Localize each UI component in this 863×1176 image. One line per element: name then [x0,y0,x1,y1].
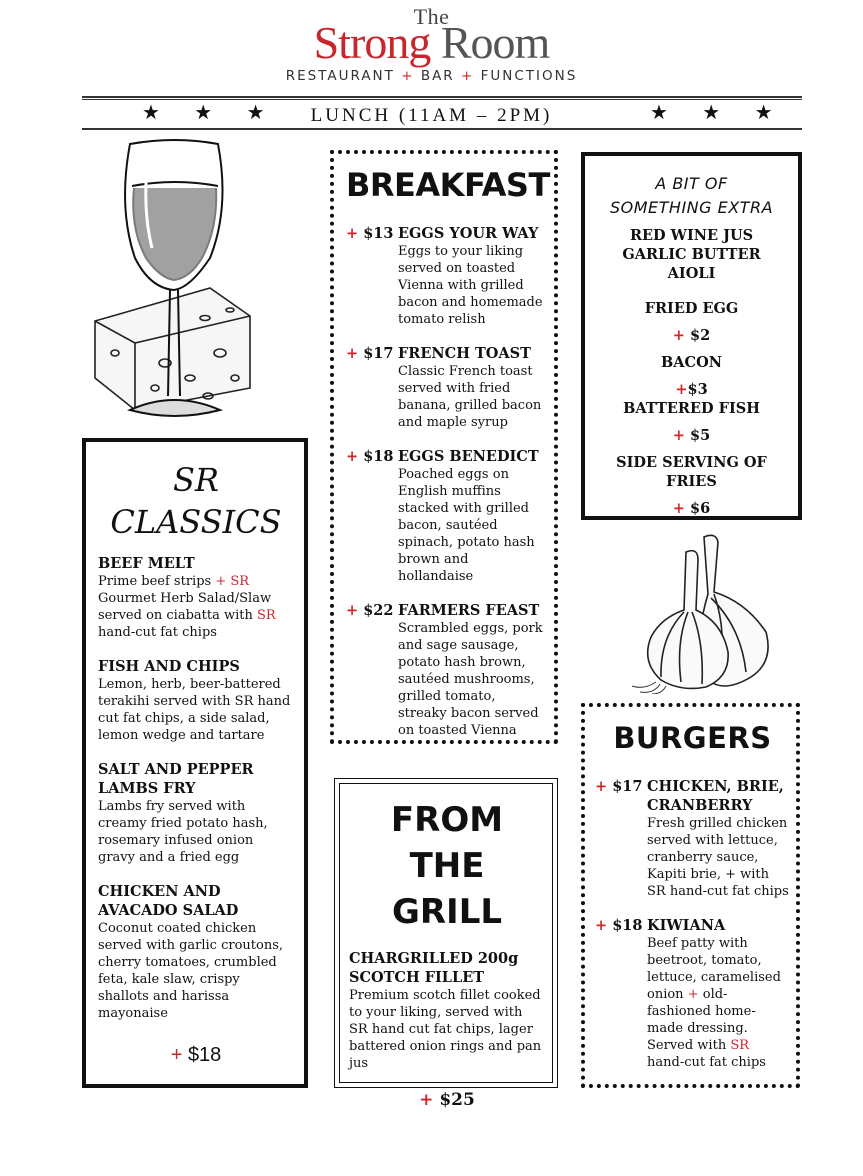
extras-item-price: + $2 [672,327,711,344]
extras-section [581,152,802,520]
logo-strong: Strong [313,17,431,68]
item-name: CHICKEN AND AVACADO SALAD [98,883,239,919]
garlic-illustration [626,532,776,694]
extras-item-price: + $6 [672,500,711,517]
item-name: EGGS BENEDICT [398,448,539,465]
burgers-title: BURGERS [613,721,772,755]
burgers-section [581,703,800,1088]
extras-sauce: GARLIC BUTTER [622,246,761,263]
menu-item [346,447,546,585]
extras-item-name: BATTERED FISH [623,400,760,417]
item-desc: Prime beef strips + SR Gourmet Herb Salad/Slaw served on ciabatta with SR hand-cut fat chips [98,574,276,640]
extras-item-name: FRIED EGG [644,300,739,317]
extras-sauce: RED WINE JUS [629,227,754,244]
extras-title-1: A BIT OF [655,174,728,193]
grill-section [334,778,558,1110]
extras-item-name: BACON [661,354,722,371]
menu-item [346,601,546,739]
item-price: + $22 [346,602,394,619]
extras-sauce: AIOLI [667,265,716,282]
tag-plus: + [401,68,415,84]
menu-item [595,777,790,900]
item-name: EGGS YOUR WAY [398,225,539,242]
grill-title-1: FROM THE [390,800,504,886]
classics-title-2: CLASSICS [110,503,282,541]
extras-item-price: +$3 [675,381,708,398]
item-desc: Premium scotch fillet cooked to your liking, served with SR hand cut fat chips, lager battered onion rings and pan jus [349,988,542,1071]
wine-glass-illustration [90,138,260,434]
classics-section [82,438,308,1088]
item-price: + $17 [595,778,643,795]
cheese-illustration [95,288,250,410]
extras-item-name: SIDE SERVING OF FRIES [616,454,767,490]
item-price: + $18 [595,917,643,934]
item-name: FISH AND CHIPS [98,658,240,675]
logo-room: Room [440,17,550,68]
classics-price: + $18 [170,1044,222,1066]
tag-restaurant: RESTAURANT [285,68,395,84]
logo-the: The [413,4,450,29]
breakfast-title: BREAKFAST [346,166,550,204]
item-name: CHARGRILLED 200g SCOTCH FILLET [349,950,519,986]
menu-item [346,344,546,431]
logo-tagline [0,68,863,84]
item-desc: Fresh grilled chicken served with lettuce, cranberry sauce, Kapiti brie, + with SR hand-cut fat chips [647,816,789,899]
item-name: KIWIANA [647,917,726,934]
menu-item-kiwiana [595,916,790,1071]
star-icon: ★ ★ ★ [142,100,279,124]
menu-item [98,760,294,866]
breakfast-section [330,150,558,744]
item-desc: Poached eggs on English muffins stacked with grilled bacon, sautéed spinach, potato hash brown and hollandaise [398,467,535,584]
item-desc: Classic French toast served with fried banana, grilled bacon and maple syrup [398,364,542,430]
grill-price: + $25 [419,1090,475,1110]
menu-item [98,657,294,744]
logo-wordmark [0,18,863,68]
menu-item-beef-melt [98,554,294,641]
item-name: SALT AND PEPPER LAMBS FRY [98,761,254,797]
item-price: + $17 [346,345,394,362]
item-desc: Beef patty with beetroot, tomato, lettuce, caramelised onion + old-fashioned home-made dressing. Served with SR hand-cut fat chips [647,936,781,1070]
item-name: FARMERS FEAST [398,602,540,619]
banner-bottom-rule [82,128,802,130]
menu-item [346,224,546,328]
tag-plus: + [461,68,475,84]
banner-top-rule [82,96,802,98]
star-icon: ★ ★ ★ [650,100,787,124]
tag-bar: BAR [420,68,455,84]
tag-functions: FUNCTIONS [480,68,578,84]
extras-title-2: SOMETHING EXTRA [609,198,774,217]
item-desc: Eggs to your liking served on toasted Vienna with grilled bacon and homemade tomato relish [398,244,543,327]
item-price: + $18 [346,448,394,465]
classics-title-1: SR [172,461,219,499]
grill-title-2: GRILL [391,892,503,932]
item-desc: Scrambled eggs, pork and sage sausage, potato hash brown, sautéed mushrooms, grilled tomato, streaky bacon served on toasted Vienna [398,621,543,738]
item-desc: Lemon, herb, beer-battered terakihi served with SR hand cut fat chips, a side salad, lemon wedge and tartare [98,677,291,743]
item-name: CHICKEN, BRIE, CRANBERRY [647,778,784,814]
extras-item-price: + $5 [672,427,711,444]
item-name: FRENCH TOAST [398,345,531,362]
item-desc: Lambs fry served with creamy fried potato hash, rosemary infused onion gravy and a fried egg [98,799,268,865]
item-name: BEEF MELT [98,555,195,572]
banner-title: LUNCH (11AM – 2PM) [310,105,553,126]
item-desc: Coconut coated chicken served with garlic croutons, cherry tomatoes, crumbled feta, kale slaw, crispy shallots and harissa mayonaise [98,921,284,1021]
item-price: + $13 [346,225,394,242]
menu-item [98,882,294,1022]
